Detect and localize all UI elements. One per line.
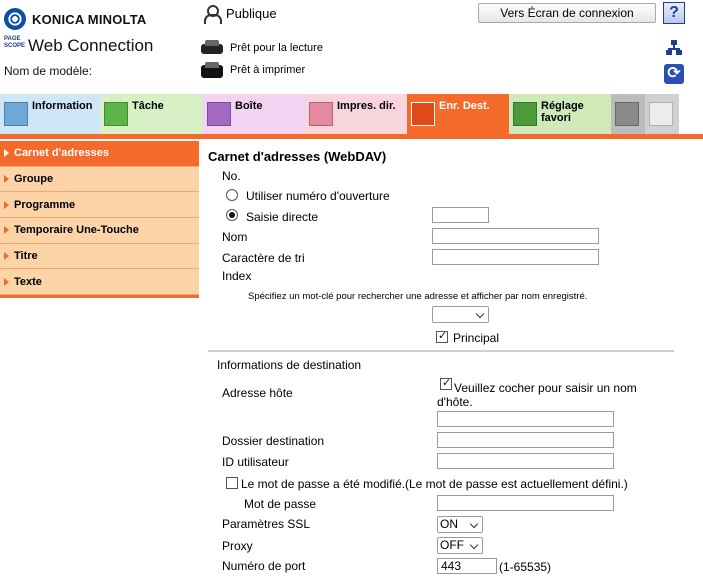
box-icon [207,102,231,126]
sidebar-item-label: Programme [14,198,76,211]
port-range-hint: (1-65535) [499,560,552,574]
checkbox[interactable] [226,477,238,489]
sidebar-item-label: Temporaire Une-Touche [14,224,139,237]
name-input[interactable] [432,228,599,244]
job-icon [104,102,128,126]
arrow-right-icon [4,252,9,260]
tab-label: Enr. Dest. [439,100,490,112]
index-hint: Spécifiez un mot-clé pour rechercher une adresse et afficher par nom enregistré. [248,291,588,302]
tab-label: Boîte [235,100,263,112]
admin-gear-icon [615,102,639,126]
tab-box[interactable] [203,94,305,134]
no-label: No. [222,169,241,183]
brand [4,8,147,30]
printer-icon [200,60,224,80]
password-label: Mot de passe [244,497,317,511]
product-title: Web Connection [28,36,154,55]
ssl-settings-label: Paramètres SSL [222,517,311,531]
chevron-down-icon [470,541,478,549]
arrow-right-icon [4,175,9,183]
sidebar-item-program[interactable] [0,192,199,218]
direct-print-icon [309,102,333,126]
refresh-icon[interactable]: ⟳ [664,64,684,84]
radio-button[interactable] [226,189,238,201]
sidebar-item-label: Groupe [14,173,54,186]
tab-store-destination[interactable] [407,94,509,134]
checkbox[interactable] [440,378,452,390]
principal-label: Principal [453,331,500,345]
host-address-input[interactable] [437,411,614,427]
sidebar-item-address-book[interactable] [0,141,199,167]
destination-folder-input[interactable] [437,432,614,448]
port-number-input[interactable]: 443 [437,558,497,574]
chevron-down-icon [476,310,484,318]
favorite-icon [513,102,537,126]
sidebar-item-label: Titre [14,250,38,263]
tab-favorite-settings[interactable] [509,94,611,134]
password-changed-label: Le mot de passe a été modifié. [241,477,406,491]
radio-direct-input[interactable] [226,209,238,224]
login-button[interactable]: Vers Écran de connexion [478,3,656,23]
destination-section-title: Informations de destination [217,358,362,372]
host-name-checkbox[interactable] [440,378,452,393]
scanner-icon [200,38,224,58]
printer-status-text: Prêt à imprimer [230,64,306,76]
proxy-select[interactable] [437,537,483,554]
radio-open-number[interactable] [226,189,238,204]
sidebar-item-title[interactable] [0,244,199,270]
name-label: Nom [222,230,248,244]
checkbox[interactable] [436,331,448,343]
tab-label: Tâche [132,100,164,112]
sort-char-input[interactable] [432,249,599,265]
direct-number-input[interactable] [432,207,489,223]
user-area [202,4,277,22]
tab-underline [0,134,703,139]
radio-open-number-label: Utiliser numéro d'ouverture [246,189,390,203]
arrow-right-icon [4,278,9,286]
tab-administrator[interactable] [611,94,645,134]
proxy-label: Proxy [222,539,253,553]
scanner-status [200,38,323,58]
arrow-right-icon [4,149,9,157]
sidebar-item-label: Carnet d'adresses [14,147,109,160]
radio-direct-input-label: Saisie directe [246,210,319,224]
tab-label: Impres. dir. [337,100,396,112]
tab-label: Réglage favori [541,100,584,124]
tab-direct-print[interactable] [305,94,407,134]
radio-button[interactable] [226,209,238,221]
pagescope-logo: PAGE SCOPE [4,36,26,49]
sidebar-item-group[interactable] [0,167,199,193]
password-changed-note: (Le mot de passe est actuellement défini.) [405,477,628,491]
chevron-down-icon [470,520,478,528]
scanner-status-text: Prêt pour la lecture [230,42,323,54]
page-title: Carnet d'adresses (WebDAV) [208,149,387,164]
product [4,36,153,56]
ssl-select-value: ON [440,517,458,531]
tab-job[interactable] [100,94,203,134]
principal-checkbox[interactable] [436,331,448,346]
sidebar-item-text[interactable] [0,269,199,295]
help-icon[interactable]: ? [663,2,685,24]
konica-minolta-logo [4,8,26,30]
user-id-input[interactable] [437,453,614,469]
ssl-select[interactable] [437,516,483,533]
proxy-select-value: OFF [440,538,464,552]
tab-customize[interactable] [645,94,679,134]
sidebar-item-label: Texte [14,275,42,288]
index-label: Index [222,269,252,283]
user-icon [202,4,220,22]
password-input[interactable] [437,495,614,511]
main-tabs [0,94,703,134]
user-label: Publique [226,5,277,21]
password-changed-checkbox[interactable] [226,477,238,492]
sort-char-label: Caractère de tri [222,251,305,265]
destination-icon [411,102,435,126]
tab-label: Information [32,100,93,112]
index-select[interactable] [432,306,489,323]
network-icon[interactable] [666,40,682,56]
port-number-label: Numéro de port [222,559,306,573]
brand-name: KONICA MINOLTA [32,11,147,27]
sidebar-item-temporary-one-touch[interactable] [0,218,199,244]
host-name-checkbox-label: Veuillez cocher pour saisir un nom [454,381,637,395]
arrow-right-icon [4,226,9,234]
tab-information[interactable] [0,94,100,134]
destination-folder-label: Dossier destination [222,434,325,448]
section-divider [208,350,674,352]
arrow-right-icon [4,201,9,209]
sidebar-end-line [0,295,199,298]
model-label: Nom de modèle: [4,64,93,78]
host-name-checkbox-label-2: d'hôte. [437,395,473,409]
information-icon [4,102,28,126]
user-id-label: ID utilisateur [222,455,289,469]
printer-status [200,60,305,80]
customize-icon [649,102,673,126]
host-address-label: Adresse hôte [222,386,293,400]
sidebar [0,141,199,298]
